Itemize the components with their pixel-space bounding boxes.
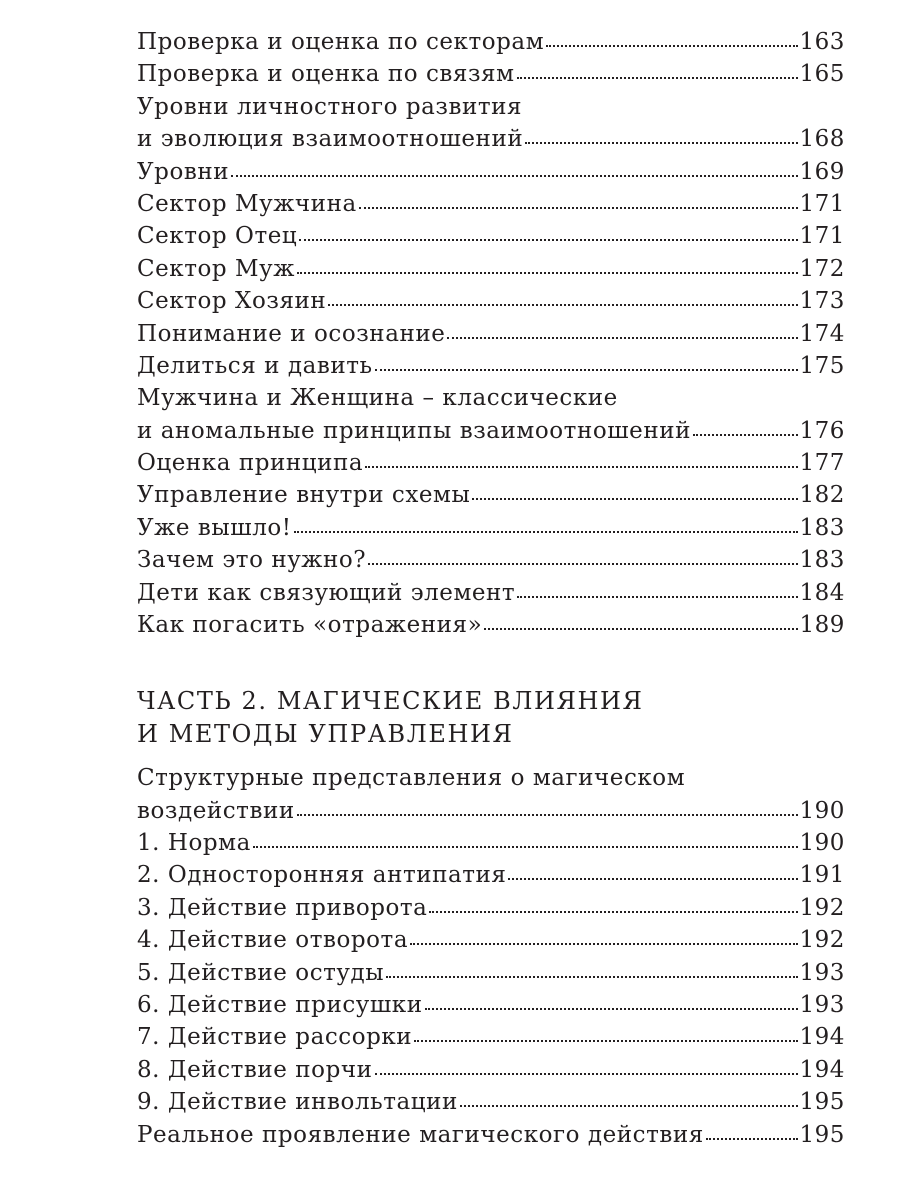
toc-page-number: 192 <box>799 894 845 921</box>
toc-entry-line <box>137 26 845 58</box>
toc-entry[interactable] <box>137 544 845 576</box>
toc-entry[interactable] <box>137 577 845 609</box>
toc-entry-title: Уровни личностного развития <box>137 93 523 120</box>
dot-leader <box>706 1138 799 1140</box>
dot-leader <box>231 175 798 177</box>
toc-page-number: 193 <box>799 991 845 1018</box>
dot-leader <box>297 814 799 816</box>
toc-entry-title: воздействии <box>137 797 295 824</box>
toc-page-number: 171 <box>799 223 845 250</box>
toc-entry-title: Уже вышло! <box>137 514 292 541</box>
toc-entry-line <box>137 188 845 220</box>
toc-entry-title: Управление внутри схемы <box>137 482 471 509</box>
dot-leader <box>517 77 799 79</box>
toc-entry-line <box>137 1119 845 1151</box>
toc-entry-title: 9. Действие инвольтации <box>137 1089 458 1116</box>
toc-page-number: 194 <box>799 1024 845 1051</box>
toc-entry[interactable] <box>137 609 845 641</box>
toc-entry-title: 1. Норма <box>137 829 251 856</box>
dot-leader <box>517 596 798 598</box>
toc-entry[interactable] <box>137 892 845 924</box>
toc-entry-line <box>137 123 845 155</box>
toc-entry-title: Структурные представления о магическом <box>137 765 686 792</box>
toc-entry-title: Уровни <box>137 158 230 185</box>
toc-entry-line-continued <box>137 91 845 123</box>
toc-page-number: 193 <box>799 959 845 986</box>
toc-entry-line <box>137 1054 845 1086</box>
toc-entry-title: Делиться и давить <box>137 352 373 379</box>
toc-entry[interactable] <box>137 479 845 511</box>
toc-entry-title: и аномальные принципы взаимоотношений <box>137 417 691 444</box>
toc-page-number: 175 <box>799 352 845 379</box>
toc-entry-line <box>137 253 845 285</box>
toc-entry-line <box>137 544 845 576</box>
toc-entry[interactable] <box>137 58 845 90</box>
toc-page-number: 195 <box>799 1089 845 1116</box>
dot-leader <box>375 369 799 371</box>
dot-leader <box>253 846 799 848</box>
toc-page-number: 182 <box>799 482 845 509</box>
toc-entry-title: Сектор Хозяин <box>137 288 327 315</box>
toc-entry-title: Сектор Отец <box>137 223 298 250</box>
dot-leader <box>328 304 798 306</box>
toc-page-number: 190 <box>799 797 845 824</box>
toc-entry[interactable] <box>137 350 845 382</box>
toc-entry-title: Сектор Мужчина <box>137 190 357 217</box>
toc-entry[interactable] <box>137 91 845 156</box>
part-gap <box>137 750 845 762</box>
toc-entry[interactable] <box>137 512 845 544</box>
toc-entry-title: Сектор Муж <box>137 255 295 282</box>
dot-leader <box>508 878 798 880</box>
toc-entry[interactable] <box>137 285 845 317</box>
toc-entry-title: Понимание и осознание <box>137 320 446 347</box>
toc-entry-line <box>137 512 845 544</box>
toc-entry-line <box>137 1021 845 1053</box>
part-heading <box>137 685 845 750</box>
toc-page-number: 189 <box>799 612 845 639</box>
toc-entry-line <box>137 1086 845 1118</box>
toc-entry-title: Дети как связующий элемент <box>137 579 516 606</box>
dot-leader <box>294 531 799 533</box>
toc-section-top <box>137 26 845 641</box>
dot-leader <box>368 563 798 565</box>
toc-page-number: 190 <box>799 829 845 856</box>
toc-entry[interactable] <box>137 156 845 188</box>
toc-entry-title: 2. Односторонняя антипатия <box>137 862 507 889</box>
toc-page-number: 177 <box>799 450 845 477</box>
toc-page-number: 191 <box>799 862 845 889</box>
dot-leader <box>386 976 798 978</box>
toc-entry[interactable] <box>137 762 845 827</box>
toc-entry[interactable] <box>137 827 845 859</box>
toc-entry-line <box>137 577 845 609</box>
toc-entry-line <box>137 989 845 1021</box>
table-of-contents <box>137 26 845 1151</box>
toc-entry-title: Мужчина и Женщина – классические <box>137 385 618 412</box>
dot-leader <box>484 628 798 630</box>
toc-entry-line <box>137 957 845 989</box>
toc-entry[interactable] <box>137 989 845 1021</box>
toc-entry[interactable] <box>137 1086 845 1118</box>
toc-entry[interactable] <box>137 253 845 285</box>
toc-entry-line <box>137 318 845 350</box>
part-heading-line-1: ЧАСТЬ 2. МАГИЧЕСКИЕ ВЛИЯНИЯ <box>137 687 644 716</box>
toc-entry-title: 7. Действие рассорки <box>137 1024 413 1051</box>
toc-entry-line <box>137 415 845 447</box>
toc-section-bottom <box>137 762 845 1151</box>
toc-entry-title: Как погасить «отражения» <box>137 612 483 639</box>
toc-entry[interactable] <box>137 957 845 989</box>
toc-page-number: 163 <box>799 29 845 55</box>
toc-entry-line <box>137 58 845 90</box>
dot-leader <box>375 1073 799 1075</box>
toc-entry-line <box>137 285 845 317</box>
toc-entry[interactable] <box>137 924 845 956</box>
toc-entry[interactable] <box>137 220 845 252</box>
toc-entry-line <box>137 350 845 382</box>
dot-leader <box>472 498 798 500</box>
toc-page-number: 173 <box>799 288 845 315</box>
toc-page-number: 195 <box>799 1121 845 1148</box>
toc-page-number: 171 <box>799 190 845 217</box>
toc-entry[interactable] <box>137 188 845 220</box>
toc-entry-title: Проверка и оценка по секторам <box>137 29 545 55</box>
toc-page-number: 168 <box>799 126 845 153</box>
toc-page-number: 183 <box>799 547 845 574</box>
toc-page-number: 172 <box>799 255 845 282</box>
toc-entry-title: и эволюция взаимоотношений <box>137 126 524 153</box>
toc-page-number: 165 <box>799 61 845 88</box>
toc-entry-line-continued <box>137 762 845 794</box>
toc-entry[interactable] <box>137 1021 845 1053</box>
toc-entry-line <box>137 220 845 252</box>
dot-leader <box>410 943 798 945</box>
toc-entry-line-continued <box>137 382 845 414</box>
dot-leader <box>425 1008 799 1010</box>
toc-page-number: 174 <box>799 320 845 347</box>
toc-entry-line <box>137 447 845 479</box>
toc-entry-line <box>137 859 845 891</box>
toc-entry-line <box>137 892 845 924</box>
toc-entry[interactable] <box>137 447 845 479</box>
toc-entry[interactable] <box>137 318 845 350</box>
toc-page-number: 184 <box>799 579 845 606</box>
dot-leader <box>693 434 798 436</box>
toc-entry-title: Проверка и оценка по связям <box>137 61 515 88</box>
toc-page-number: 176 <box>799 417 845 444</box>
toc-entry[interactable] <box>137 1054 845 1086</box>
dot-leader <box>546 45 798 47</box>
dot-leader <box>365 466 798 468</box>
toc-entry-line <box>137 156 845 188</box>
dot-leader <box>297 272 799 274</box>
toc-entry[interactable] <box>137 26 845 58</box>
toc-entry-line <box>137 827 845 859</box>
toc-entry-title: Реальное проявление магического действия <box>137 1121 704 1148</box>
toc-entry-title: 5. Действие остуды <box>137 959 385 986</box>
toc-entry[interactable] <box>137 382 845 447</box>
toc-page-number: 194 <box>799 1056 845 1083</box>
part-heading-line-2: И МЕТОДЫ УПРАВЛЕНИЯ <box>137 719 514 748</box>
toc-entry-line <box>137 479 845 511</box>
toc-entry-title: 4. Действие отворота <box>137 927 409 954</box>
toc-entry[interactable] <box>137 859 845 891</box>
toc-entry-line <box>137 795 845 827</box>
toc-page-number: 169 <box>799 158 845 185</box>
toc-entry-title: 6. Действие присушки <box>137 991 423 1018</box>
toc-entry-title: Зачем это нужно? <box>137 547 367 574</box>
toc-page-number: 192 <box>799 927 845 954</box>
dot-leader <box>460 1105 799 1107</box>
toc-page-number: 183 <box>799 514 845 541</box>
dot-leader <box>429 911 798 913</box>
dot-leader <box>299 239 798 241</box>
dot-leader <box>447 337 798 339</box>
toc-entry-line <box>137 924 845 956</box>
toc-entry-title: 3. Действие приворота <box>137 894 428 921</box>
dot-leader <box>525 142 798 144</box>
toc-entry-title: 8. Действие порчи <box>137 1056 373 1083</box>
toc-entry-title: Оценка принципа <box>137 450 364 477</box>
toc-entry[interactable] <box>137 1119 845 1151</box>
section-gap <box>137 641 845 685</box>
dot-leader <box>359 207 799 209</box>
toc-entry-line <box>137 609 845 641</box>
dot-leader <box>414 1040 798 1042</box>
